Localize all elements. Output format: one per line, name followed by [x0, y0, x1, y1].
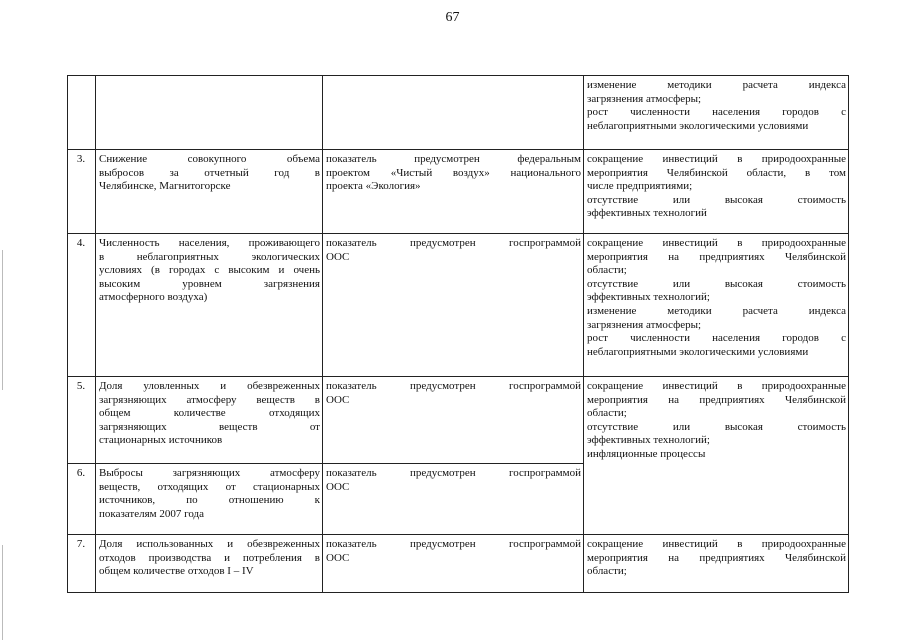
risks-line: изменение методики расчета индекса	[587, 304, 846, 317]
table-rule-vertical	[67, 75, 68, 592]
cell-source	[326, 153, 581, 194]
row-number: 6.	[76, 467, 86, 479]
risks-line: мероприятия на предприятиях Челябинской	[587, 250, 846, 263]
indicator-line: условиях (в городах с высоким и очень	[99, 264, 320, 277]
risks-line: эффективных технологий;	[587, 434, 710, 447]
indicator-line: веществ, отходящих от стационарных	[99, 480, 320, 493]
cell-indicator	[99, 153, 320, 194]
cell-risks	[587, 79, 846, 133]
risks-line: эффективных технологий;	[587, 291, 710, 304]
row-number: 3.	[76, 153, 86, 165]
page-number: 67	[445, 10, 460, 25]
indicator-line: показателям 2007 года	[99, 507, 204, 520]
indicator-line: в неблагоприятных экологических	[99, 250, 320, 263]
table-rule-horizontal	[67, 233, 849, 234]
risks-line: изменение методики расчета индекса	[587, 79, 846, 91]
table-rule-horizontal	[67, 534, 849, 535]
risks-line: эффективных технологий	[587, 207, 707, 220]
source-line: показатель предусмотрен госпрограммой	[326, 380, 581, 392]
indicator-line: Снижение совокупного объема	[99, 153, 320, 165]
risks-line: области;	[587, 565, 627, 578]
scan-edge-mark	[2, 545, 3, 640]
source-line: ООС	[326, 480, 350, 493]
indicator-line: источников, по отношению к	[99, 494, 320, 507]
table-rule-horizontal	[67, 463, 583, 464]
risks-line: рост численности населения городов с	[587, 106, 846, 119]
source-line: ООС	[326, 250, 350, 263]
risks-line: загрязнения атмосферы;	[587, 318, 702, 331]
risks-line: отсутствие или высокая стоимость	[587, 420, 846, 433]
cell-source	[326, 237, 581, 264]
risks-line: отсутствие или высокая стоимость	[587, 193, 846, 206]
risks-line: неблагоприятными экологическими условиями	[587, 119, 809, 132]
risks-line: мероприятия на предприятиях Челябинской	[587, 393, 846, 406]
cell-risks	[587, 153, 846, 221]
indicator-line: высоким уровнем загрязнения	[99, 277, 320, 290]
indicator-line: выбросов за отчетный год в	[99, 166, 320, 179]
risks-line: инфляционные процессы	[587, 447, 706, 460]
indicator-line: стационарных источников	[99, 434, 223, 447]
table-rule-horizontal	[67, 149, 849, 150]
row-number: 4.	[76, 237, 86, 249]
cell-indicator	[99, 380, 320, 448]
table-rule-vertical	[583, 75, 584, 592]
indicator-line: атмосферного воздуха)	[99, 291, 208, 304]
table-rule-vertical	[322, 75, 323, 592]
risks-line: неблагоприятными экологическими условиями	[587, 345, 809, 358]
table-rule-vertical	[95, 75, 96, 592]
risks-line: области;	[587, 407, 627, 420]
table-rule-horizontal	[67, 376, 849, 377]
risks-line: сокращение инвестиций в природоохранные	[587, 538, 846, 550]
cell-risks	[587, 237, 846, 359]
risks-line: мероприятия на предприятиях Челябинской	[587, 551, 846, 564]
risks-line: мероприятия Челябинской области, в том	[587, 166, 846, 179]
cell-indicator	[99, 467, 320, 521]
cell-risks	[587, 380, 846, 462]
risks-line: отсутствие или высокая стоимость	[587, 277, 846, 290]
cell-indicator	[99, 237, 320, 305]
risks-line: рост численности населения городов с	[587, 332, 846, 345]
indicator-line: отходов производства и потребления в	[99, 551, 320, 564]
indicator-line: Доля уловленных и обезвреженных	[99, 380, 320, 392]
cell-source	[326, 380, 581, 407]
cell-risks	[587, 538, 846, 579]
risks-line: области;	[587, 264, 627, 277]
cell-source	[326, 467, 581, 494]
table-rule-horizontal	[67, 592, 849, 593]
scan-edge-mark	[2, 250, 3, 390]
indicator-line: Выбросы загрязняющих атмосферу	[99, 467, 320, 479]
risks-line: загрязнения атмосферы;	[587, 92, 702, 105]
indicator-line: загрязняющих веществ от	[99, 420, 320, 433]
source-line: показатель предусмотрен госпрограммой	[326, 237, 581, 249]
source-line: ООС	[326, 393, 350, 406]
risks-line: сокращение инвестиций в природоохранные	[587, 237, 846, 249]
indicator-line: Численность населения, проживающего	[99, 237, 320, 249]
indicator-line: общем количестве отходов I – IV	[99, 565, 254, 578]
cell-indicator	[99, 538, 320, 579]
source-line: показатель предусмотрен госпрограммой	[326, 467, 581, 479]
source-line: проектом «Чистый воздух» национального	[326, 166, 581, 179]
indicator-line: Челябинске, Магнитогорске	[99, 180, 231, 193]
table-rule-vertical	[848, 75, 849, 592]
row-number: 5.	[76, 380, 86, 392]
source-line: показатель предусмотрен госпрограммой	[326, 538, 581, 550]
source-line: показатель предусмотрен федеральным	[326, 153, 581, 165]
indicator-line: общем количестве отходящих	[99, 407, 320, 420]
source-line: проекта «Экология»	[326, 180, 421, 193]
cell-source	[326, 538, 581, 565]
indicator-line: Доля использованных и обезвреженных	[99, 538, 320, 550]
row-number: 7.	[76, 538, 86, 550]
risks-line: сокращение инвестиций в природоохранные	[587, 153, 846, 165]
risks-line: числе предприятиями;	[587, 180, 693, 193]
indicator-line: загрязняющих атмосферу веществ в	[99, 393, 320, 406]
table-rule-horizontal	[67, 75, 849, 76]
risks-line: сокращение инвестиций в природоохранные	[587, 380, 846, 392]
source-line: ООС	[326, 551, 350, 564]
